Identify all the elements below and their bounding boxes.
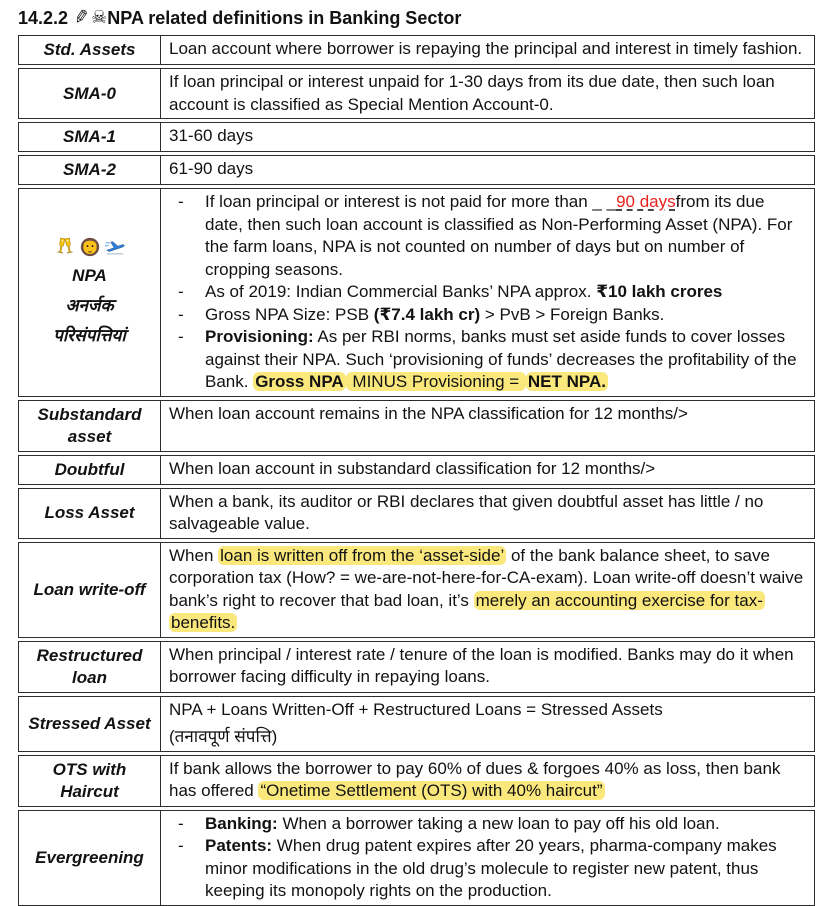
definition-paragraph: NPA + Loans Written-Off + Restructured Loans = Stressed Assets: [169, 699, 663, 719]
term-label: Loan write-off: [33, 579, 146, 599]
highlighted-text: NET NPA.: [527, 372, 606, 391]
definition-table: [18, 35, 815, 906]
table-row: [18, 188, 815, 397]
highlighted-text: Gross NPA: [255, 372, 344, 391]
pen-icon: ✎: [72, 5, 91, 30]
term-cell: [19, 543, 161, 637]
definition-paragraph: If bank allows the borrower to pay 60% of dues & forgoes 40% as loss, then bank has offered “Onetime Settlement (OTS) with 40% haircut”: [169, 758, 781, 800]
definition-paragraph: When loan is written off from the ‘asset-side’ of the bank balance sheet, to save corporation tax (How? = we-are-not-here-for-CA-exam). Loan write-off doesn’t waive bank’s right to recover that bad loan, it’s merely an accounting exercise for tax-benefits.: [169, 545, 804, 632]
bullet-text: Gross NPA Size: PSB (₹7.4 lakh cr) > PvB > Foreign Banks.: [205, 304, 665, 324]
table-row: [18, 400, 815, 452]
term-label: Loss Asset: [44, 503, 135, 522]
definition-paragraph: 31-60 days: [169, 126, 254, 145]
bullet-dash: -: [178, 327, 184, 346]
bold-text: ₹10 lakh crores: [596, 282, 723, 301]
bullet-text: Banking: When a borrower taking a new loan to pay off his old loan.: [205, 813, 720, 833]
definition-cell: [161, 489, 814, 538]
term-cell: [19, 489, 161, 538]
table-row: [18, 696, 815, 752]
table-row: [18, 455, 815, 485]
table-row: [18, 755, 815, 807]
bullet-item: [169, 326, 806, 394]
table-row: [18, 641, 815, 693]
table-row: [18, 122, 815, 152]
term-cell: [19, 123, 161, 151]
definition-paragraph: When a bank, its auditor or RBI declares that given doubtful asset has little / no salvageable value.: [169, 491, 764, 533]
bullet-item: [169, 191, 806, 281]
clinking-glasses-icon: [54, 236, 76, 258]
bullet-item: [169, 304, 806, 327]
term-cell: [19, 156, 161, 184]
definition-paragraph: When loan account in substandard classification for 12 months/>: [169, 458, 656, 478]
page-title: [18, 6, 815, 30]
term-label: Doubtful: [54, 459, 125, 479]
definition-paragraph: (तनावपूर्ण संपत्ति): [169, 727, 278, 746]
term-label: SMA-0: [63, 83, 116, 103]
skull-icon: ☠: [91, 7, 108, 28]
bullet-text: Patents: When drug patent expires after 20 years, pharma-company makes minor modifications in the old drug’s molecule to register new patent, thus keeping its monopoly rights on the production.: [205, 836, 777, 900]
bullet-item: [169, 813, 806, 836]
definition-paragraph: If loan principal or interest unpaid for 1-30 days from its due date, then such loan account is classified as Special Mention Account-0.: [169, 72, 775, 114]
bullet-text: If loan principal or interest is not paid for more than _ _90 daysfrom its due date, then such loan account is classified as Non-Performing Asset (NPA). For the farm loans, NPA is not counted on number of days but on number of cropping seasons.: [205, 192, 793, 279]
highlighted-text: “Onetime Settlement (OTS) with 40% haircut”: [260, 781, 603, 800]
definition-cell: [161, 456, 814, 484]
title-text: NPA related definitions in Banking Sector: [107, 8, 462, 28]
definition-cell: [161, 811, 814, 905]
bullet-item: [169, 835, 806, 903]
fill-in-answer: 90 days: [616, 192, 676, 211]
term-label: Evergreening: [35, 847, 144, 867]
definition-cell: [161, 156, 814, 184]
table-row: [18, 542, 815, 638]
definition-cell: [161, 401, 814, 451]
bold-text: (₹7.4 lakh cr): [373, 304, 481, 324]
bullet-text: As of 2019: Indian Commercial Banks’ NPA approx. ₹10 lakh crores: [205, 282, 723, 301]
term-cell: [19, 189, 161, 396]
term-cell: [19, 69, 161, 118]
bold-text: Banking:: [205, 813, 278, 833]
bullet-dash: -: [178, 282, 184, 301]
definition-cell: [161, 189, 814, 396]
table-row: [18, 155, 815, 185]
bearded-man-icon: [79, 236, 101, 258]
term-label: SMA-1: [63, 127, 116, 146]
definition-cell: [161, 36, 814, 64]
term-label: परिसंपत्तियां: [53, 325, 126, 345]
table-row: [18, 488, 815, 539]
bullet-text: Provisioning: As per RBI norms, banks must set aside funds to cover losses against their NPA. Such ‘provisioning of funds’ decreases the profitability of the Bank. Gross NPA MINUS Provisioning = NET NPA.: [205, 327, 797, 391]
term-cell: [19, 811, 161, 905]
bullet-dash: -: [178, 192, 184, 211]
definition-cell: [161, 642, 814, 692]
term-label: OTS with Haircut: [52, 759, 127, 801]
definition-paragraph: When principal / interest rate / tenure of the loan is modified. Banks may do it when borrower facing difficulty in repaying loans.: [169, 644, 794, 686]
term-cell: [19, 36, 161, 64]
airplane-departure-icon: [104, 236, 126, 258]
definition-cell: [161, 123, 814, 151]
term-label: अनर्जक: [65, 295, 114, 315]
bullet-item: [169, 281, 806, 304]
term-icons: [54, 236, 126, 258]
definition-cell: [161, 756, 814, 806]
term-label: NPA: [72, 265, 107, 285]
bullet-dash: -: [178, 836, 184, 855]
table-row: [18, 35, 815, 65]
term-label: Restructured loan: [36, 645, 143, 687]
definition-paragraph: Loan account where borrower is repaying the principal and interest in timely fashion.: [169, 39, 803, 58]
highlighted-text: merely an accounting exercise for tax-benefits.: [171, 590, 763, 632]
highlighted-text: loan is written off from the ‘asset-side’: [220, 545, 505, 565]
term-label: Substandard asset: [37, 404, 142, 446]
section-number: 14.2.2: [18, 8, 69, 28]
definition-cell: [161, 69, 814, 118]
definition-cell: [161, 543, 814, 637]
table-row: [18, 810, 815, 906]
term-cell: [19, 756, 161, 806]
bullet-dash: -: [178, 813, 184, 833]
term-cell: [19, 401, 161, 451]
term-label: Stressed Asset: [28, 713, 151, 733]
term-label: Std. Assets: [43, 40, 136, 59]
bold-text: Provisioning:: [205, 327, 314, 346]
bold-text: Patents:: [205, 836, 273, 855]
term-cell: [19, 642, 161, 692]
table-row: [18, 68, 815, 119]
bullet-dash: -: [178, 304, 184, 324]
definition-cell: [161, 697, 814, 751]
term-cell: [19, 456, 161, 484]
definition-paragraph: 61-90 days: [169, 159, 254, 178]
definition-paragraph: When loan account remains in the NPA classification for 12 months/>: [169, 403, 688, 423]
term-cell: [19, 697, 161, 751]
term-label: SMA-2: [63, 160, 116, 179]
highlighted-text: MINUS Provisioning =: [347, 372, 524, 391]
